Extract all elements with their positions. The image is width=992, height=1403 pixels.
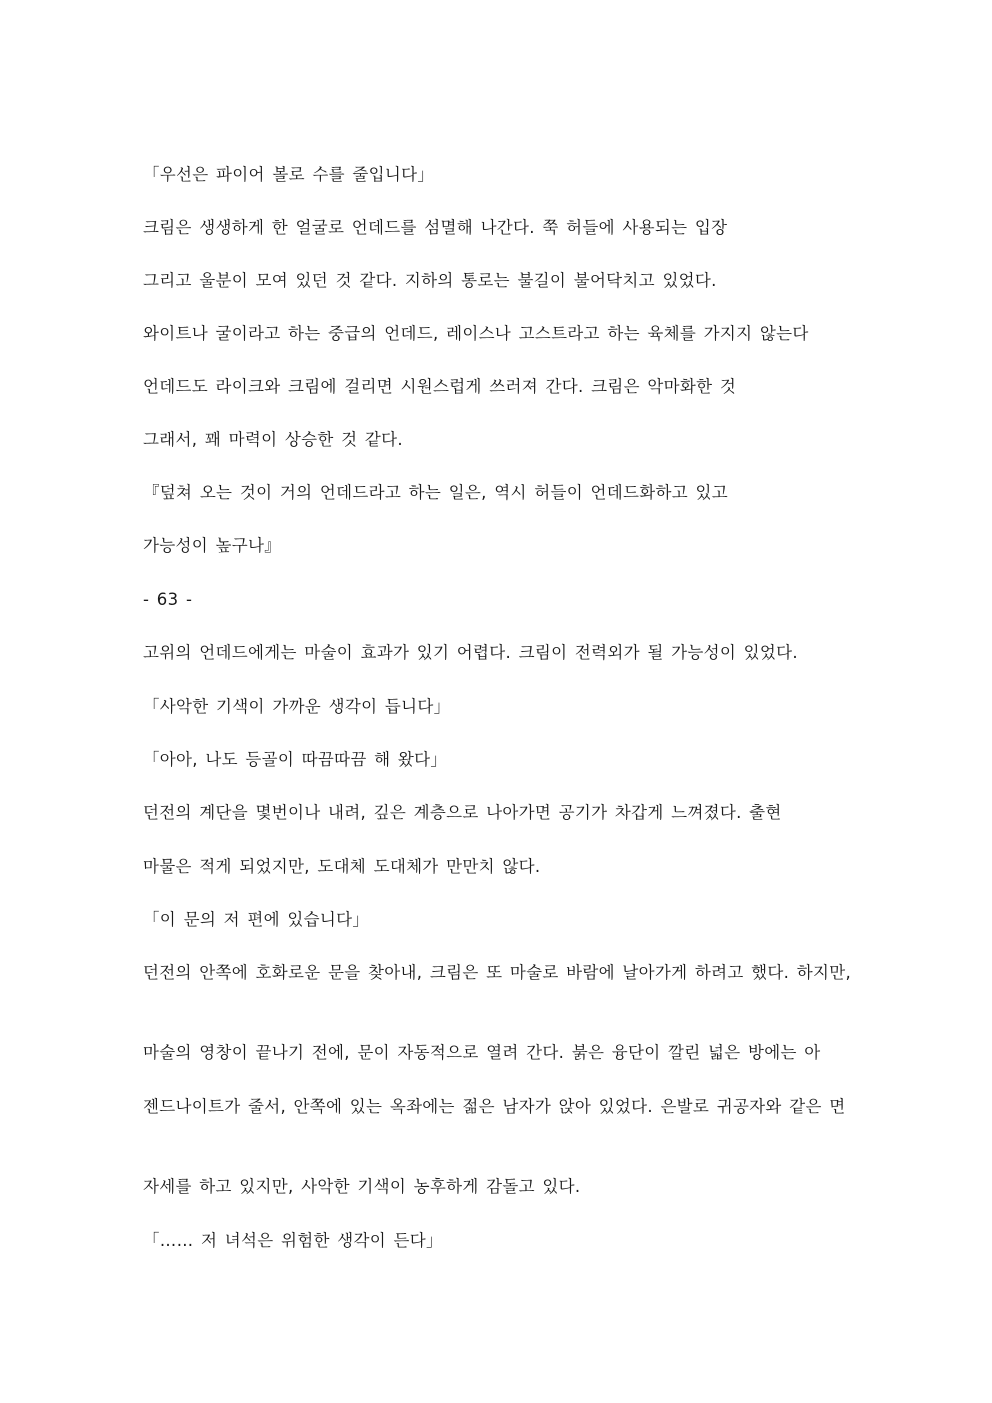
paragraph-line: 던전의 안쪽에 호화로운 문을 찾아내, 크림은 또 마술로 바람에 날아가게 하려고 했다. 하지만, [143,963,852,982]
paragraph-line: 와이트나 굴이라고 하는 중급의 언데드, 레이스나 고스트라고 하는 육체를 가지지 않는다 [143,324,809,343]
dialogue-line: 「아아, 나도 등골이 따끔따끔 해 왔다」 [143,750,448,769]
paragraph-line: 자세를 하고 있지만, 사악한 기색이 농후하게 감돌고 있다. [143,1177,581,1196]
dialogue-line: 「사악한 기색이 가까운 생각이 듭니다」 [143,697,451,716]
paragraph-line: 마술의 영창이 끝나기 전에, 문이 자동적으로 열려 간다. 붉은 융단이 깔린 넓은 방에는 아 [143,1043,821,1062]
paragraph-line: 고위의 언데드에게는 마술이 효과가 있기 어렵다. 크림이 전력외가 될 가능성이 있었다. [143,643,798,662]
dialogue-line: 가능성이 높구나』 [143,536,282,555]
paragraph-line: 던전의 계단을 몇번이나 내려, 깊은 계층으로 나아가면 공기가 차갑게 느껴졌다. 출현 [143,803,782,822]
dialogue-line: 「이 문의 저 편에 있습니다」 [143,910,370,929]
dialogue-line: 「…… 저 녀석은 위험한 생각이 든다」 [143,1231,443,1250]
paragraph-line: 크림은 생생하게 한 얼굴로 언데드를 섬멸해 나간다. 쭉 허들에 사용되는 입장 [143,218,728,237]
paragraph-line: 그리고 울분이 모여 있던 것 같다. 지하의 통로는 불길이 불어닥치고 있었다. [143,271,717,290]
paragraph-line: 언데드도 라이크와 크림에 걸리면 시원스럽게 쓰러져 간다. 크림은 악마화한 것 [143,377,737,396]
dialogue-line: 「우선은 파이어 볼로 수를 줄입니다」 [143,165,435,184]
paragraph-line: 그래서, 꽤 마력이 상승한 것 같다. [143,430,403,449]
page-number: - 63 - [143,590,193,609]
dialogue-line: 『덮쳐 오는 것이 거의 언데드라고 하는 일은, 역시 허들이 언데드화하고 있고 [143,483,728,502]
paragraph-line: 젠드나이트가 줄서, 안쪽에 있는 옥좌에는 젊은 남자가 앉아 있었다. 은발로 귀공자와 같은 면 [143,1097,846,1116]
paragraph-line: 마물은 적게 되었지만, 도대체 도대체가 만만치 않다. [143,857,541,876]
